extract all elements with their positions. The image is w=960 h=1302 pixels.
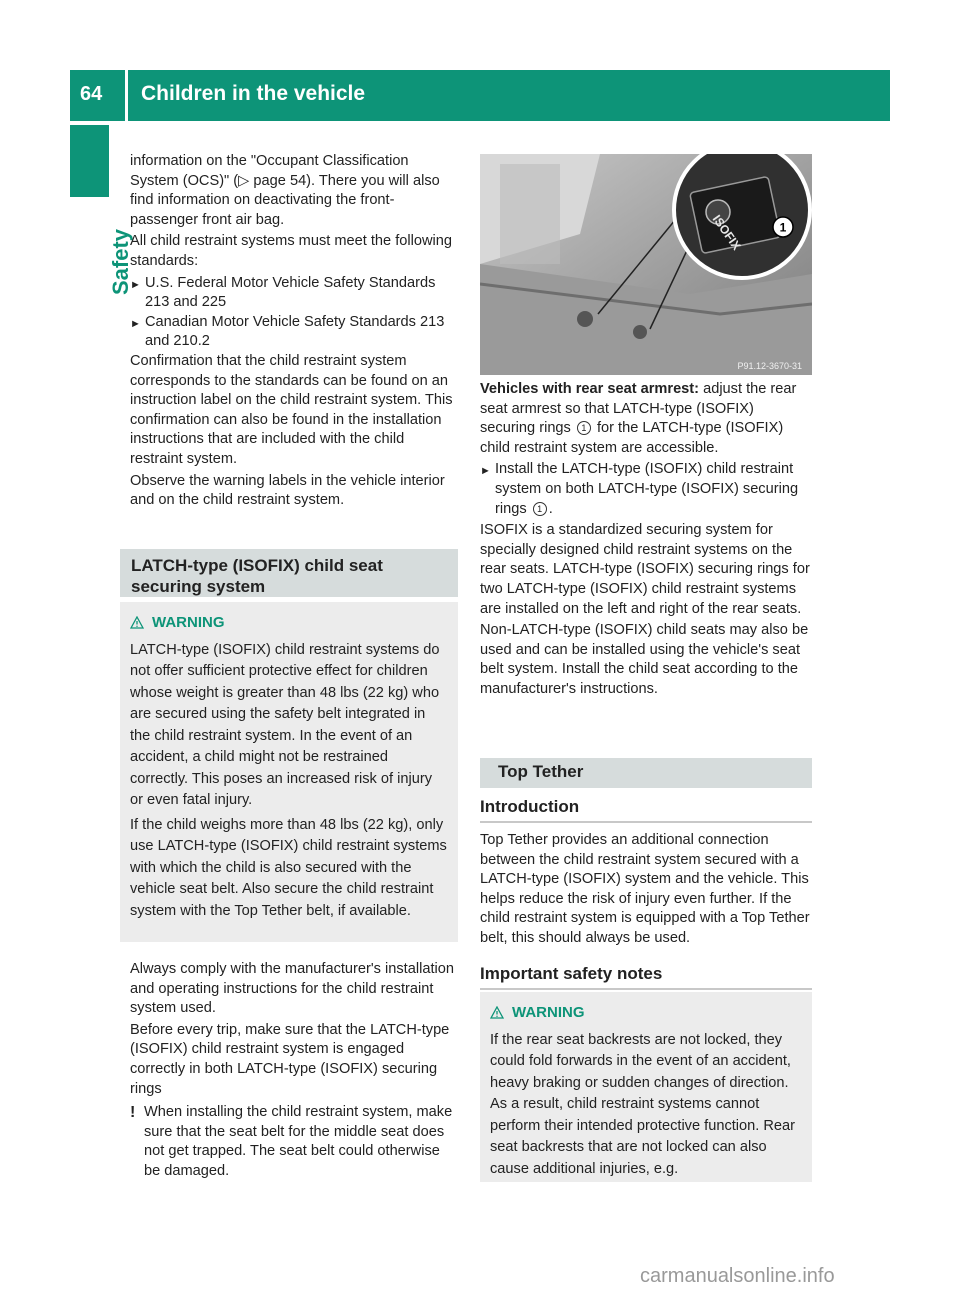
warning-text: If the rear seat backrests are not locked, they could fold forwards in the event of an accident, heavy braking or sudden changes of direction. As a result, child restraint systems cannot perform their intended protective function. Rear seat backrests that are not locked can also cause additional injuries, e.g. (490, 1031, 796, 1177)
instruction-step (480, 460, 812, 519)
section-title: LATCH-type (ISOFIX) child seat securing system (131, 556, 383, 596)
paragraph: Observe the warning labels in the vehicle interior and on the child restraint system. (130, 472, 445, 509)
chapter-title: Children in the vehicle (141, 82, 366, 105)
list-item (130, 274, 460, 313)
section-header (480, 758, 812, 788)
paragraph-lead: Vehicles with rear seat armrest: (480, 381, 700, 397)
note (130, 1103, 460, 1181)
paragraph: Non-LATCH-type (ISOFIX) child seats may also be used and can be installed using the vehicle's seat belt system. Install the child seat according to the manufacturer's instructions. (480, 622, 809, 697)
left-column-lower (130, 960, 460, 1182)
callout-1-icon: 1 (533, 502, 547, 516)
side-tab (70, 125, 109, 197)
warning-heading (490, 1002, 802, 1024)
isofix-label: ISOFIX (709, 212, 744, 253)
warning-triangle-icon (130, 616, 144, 629)
heading-rule (480, 988, 812, 990)
isofix-photo (480, 154, 812, 375)
warning-label: WARNING (512, 1004, 585, 1021)
bullet-icon: ► (130, 317, 141, 330)
left-column (130, 152, 460, 513)
paragraph: ISOFIX is a standardized securing system for specially designed child restraint systems on the rear seats. LATCH-type (ISOFIX) securing rings for two LATCH-type (ISOFIX) child restraint systems are installed on the left and right of the rear seats. (480, 522, 810, 617)
subsection-heading: Important safety notes (480, 964, 663, 983)
right-column (480, 380, 812, 702)
warning-label: WARNING (152, 614, 225, 631)
note-text: When installing the child restraint system, make sure that the seat belt for the middle seat does not get trapped. The seat belt could otherwise be damaged. (144, 1104, 453, 1179)
side-section-text: Safety (108, 228, 133, 295)
warning-text: If the child weighs more than 48 lbs (22 kg), only use LATCH-type (ISOFIX) child restraint systems with which the child is also secured with the vehicle seat belt. Also secure the child restraint system with the Top Tether belt, if available. (130, 816, 447, 919)
heading-rule (480, 821, 812, 823)
image-code: P91.12-3670-31 (737, 361, 802, 371)
paragraph: All child restraint systems must meet the following standards: (130, 233, 452, 269)
warning-text: LATCH-type (ISOFIX) child restraint systems do not offer sufficient protective effect for children whose weight is greater than 48 lbs (22 kg) who are secured using the safety belt integrated in the child restraint system. In the event of an accident, a child might not be restrained correctly. This poses an increased risk of injury or even fatal injury. (130, 641, 440, 808)
exclamation-icon: ! (130, 1104, 136, 1122)
step-text-part: . (548, 500, 553, 517)
warning-triangle-icon (490, 1006, 504, 1019)
paragraph-text: adjust the rear seat armrest so that LATCH-type (ISOFIX) securing rings (480, 381, 797, 437)
step-text-part: Install the LATCH-type (ISOFIX) child restraint system on both LATCH-type (ISOFIX) securing rings (495, 461, 799, 517)
section-header (120, 549, 458, 597)
list-item (130, 313, 460, 352)
list-item-text: Canadian Motor Vehicle Safety Standards 213 and 210.2 (145, 313, 445, 350)
paragraph (480, 380, 812, 458)
warning-heading (130, 612, 448, 634)
step-text (495, 460, 812, 519)
header-divider (125, 70, 128, 121)
step-arrow-icon: ► (480, 465, 491, 478)
paragraph-text: for the LATCH-type (ISOFIX) child restraint system are accessible. (480, 420, 784, 456)
callout-1-icon: 1 (577, 421, 591, 435)
isofix-illustration (480, 154, 812, 375)
side-section-label (78, 205, 133, 295)
page-header (70, 70, 890, 121)
warning-box (120, 602, 458, 942)
page-number: 64 (80, 83, 103, 105)
paragraph: Confirmation that the child restraint system corresponds to the standards can be found on an instruction label on the child restraint system. This confirmation can also be found in the installation instructions that are included with the child restraint system. (130, 352, 453, 467)
bullet-icon: ► (130, 278, 141, 291)
watermark: carmanualsonline.info (640, 1265, 835, 1287)
intro-paragraph (480, 831, 812, 951)
paragraph: Always comply with the manufacturer's installation and operating instructions for the child restraint system used. (130, 961, 454, 1017)
paragraph: Top Tether provides an additional connection between the child restraint system secured with a LATCH-type (ISOFIX) system and the vehicle. This helps reduce the risk of injury even further. If the child restraint system is equipped with a Top Tether belt, this should always be used. (480, 832, 810, 946)
subsection-heading: Introduction (480, 797, 580, 816)
paragraph: Before every trip, make sure that the LATCH-type (ISOFIX) child restraint system is engaged correctly in both LATCH-type (ISOFIX) securing rings (130, 1021, 450, 1097)
list-item-text: U.S. Federal Motor Vehicle Safety Standards 213 and 225 (145, 274, 436, 311)
section-title: Top Tether (498, 762, 584, 781)
callout-label: 1 (779, 220, 787, 235)
warning-box (480, 992, 812, 1182)
paragraph: information on the "Occupant Classification System (OCS)" (▷ page 54). There you will also find information on deactivating the front-passenger front air bag. (130, 153, 440, 228)
